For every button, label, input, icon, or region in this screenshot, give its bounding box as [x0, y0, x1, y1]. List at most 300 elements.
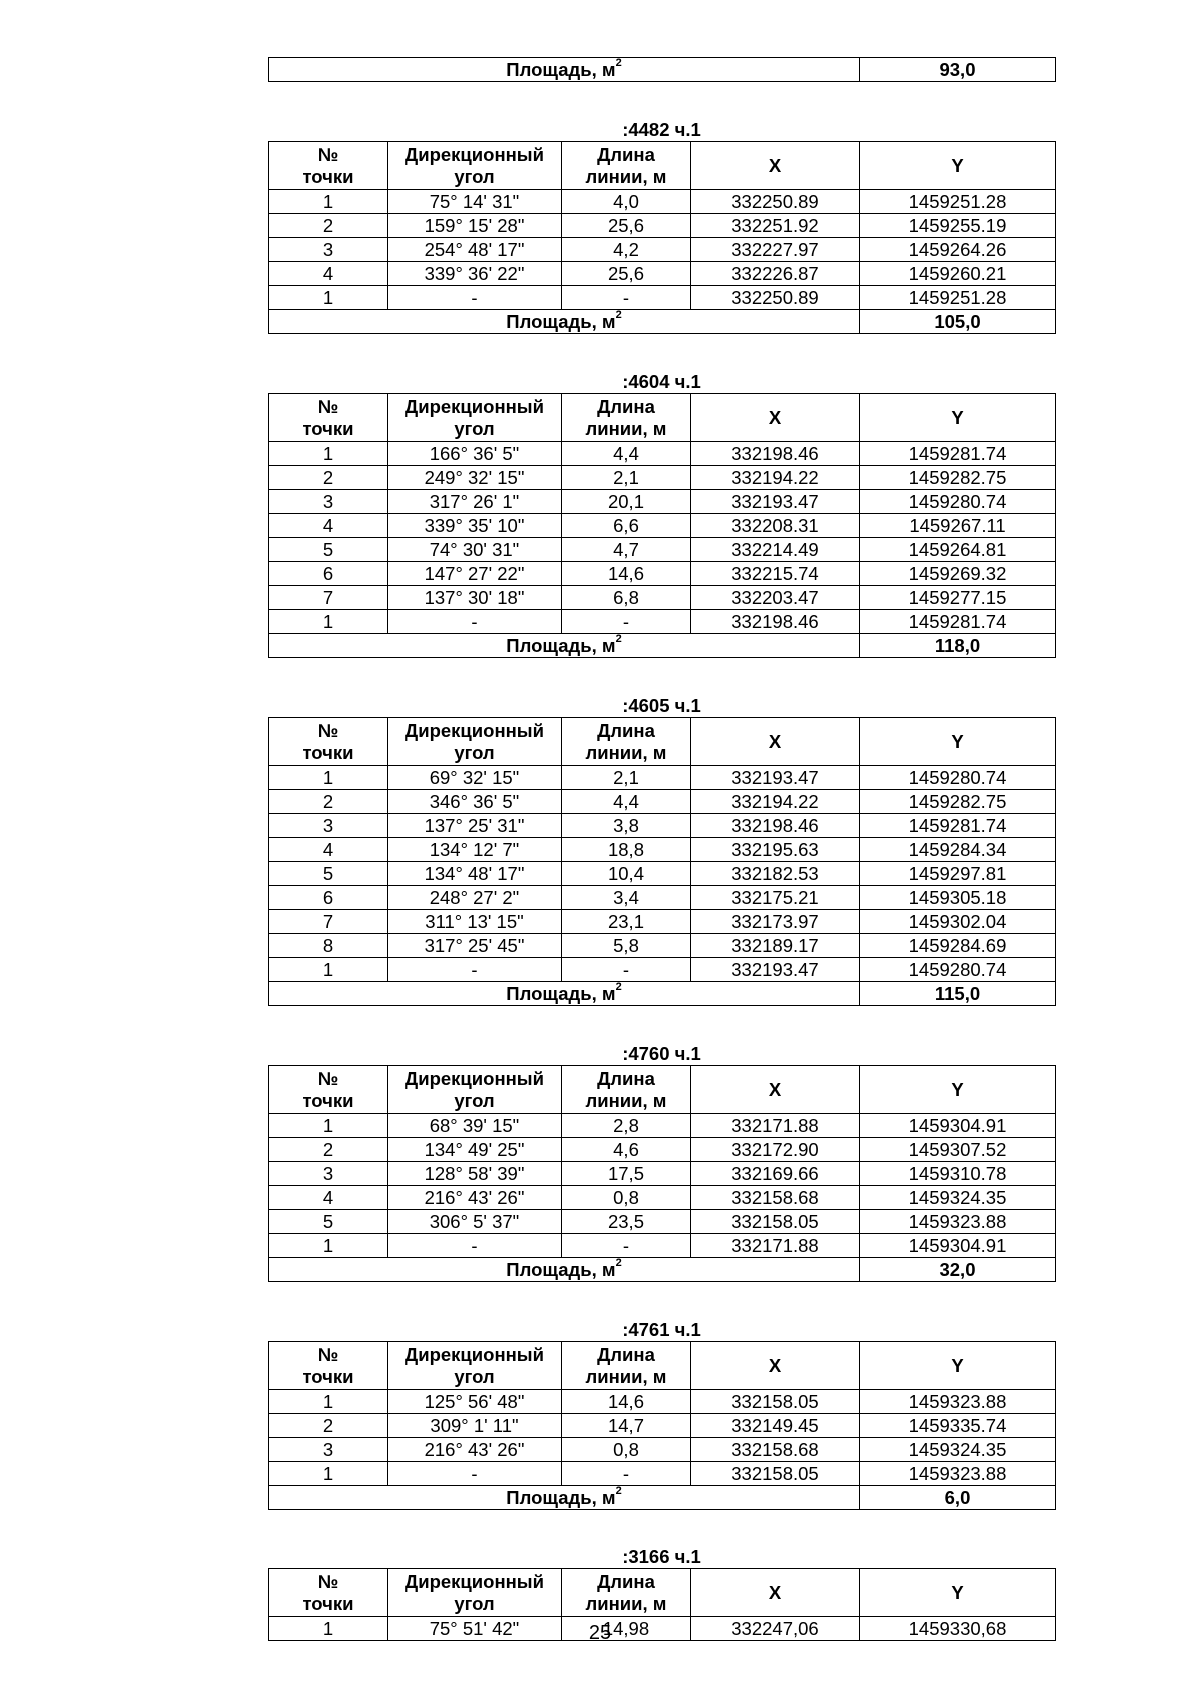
- coord-y: 1459324.35: [860, 1186, 1056, 1210]
- header-direction-angle: [388, 1066, 562, 1114]
- coord-x: 332169.66: [691, 1162, 860, 1186]
- header-direction-angle: [388, 142, 562, 190]
- header-line-length-text: Длина: [597, 1067, 655, 1089]
- coord-y: 1459280.74: [860, 490, 1056, 514]
- point-number: 7: [269, 910, 388, 934]
- direction-angle: 346° 36' 5": [388, 790, 562, 814]
- direction-angle: 74° 30' 31": [388, 538, 562, 562]
- header-line-length-text: Длина: [597, 395, 655, 417]
- header-direction-angle-text: Дирекционный: [405, 1343, 544, 1365]
- table-row: [269, 490, 1056, 514]
- block-spacer: [268, 1006, 1055, 1043]
- coord-y: 1459281.74: [860, 442, 1056, 466]
- header-direction-angle-text: угол: [454, 741, 495, 763]
- coord-y: 1459280.74: [860, 766, 1056, 790]
- table-row: [269, 1210, 1056, 1234]
- point-number: 1: [269, 1462, 388, 1486]
- direction-angle: 339° 36' 22": [388, 262, 562, 286]
- area-value: 93,0: [860, 58, 1056, 82]
- header-x-text: X: [768, 1354, 782, 1376]
- header-direction-angle: [388, 1569, 562, 1617]
- area-value: 118,0: [860, 634, 1056, 658]
- coord-x: 332195.63: [691, 838, 860, 862]
- coord-x: 332198.46: [691, 442, 860, 466]
- line-length: 2,1: [562, 766, 691, 790]
- area-label: Площадь, $м^2$: [269, 1258, 860, 1282]
- line-length: -: [562, 1462, 691, 1486]
- line-length: -: [562, 1234, 691, 1258]
- table-row: [269, 586, 1056, 610]
- coord-x: 332251.92: [691, 214, 860, 238]
- document-body: [268, 57, 1055, 1641]
- direction-angle: 166° 36' 5": [388, 442, 562, 466]
- point-number: 5: [269, 538, 388, 562]
- point-number: 3: [269, 490, 388, 514]
- direction-angle: 134° 49' 25": [388, 1138, 562, 1162]
- table-header-row: [269, 718, 1056, 766]
- coord-x: 332198.46: [691, 610, 860, 634]
- table-row: [269, 1114, 1056, 1138]
- point-number: 4: [269, 1186, 388, 1210]
- coordinates-table: [268, 141, 1056, 334]
- header-y-text: Y: [951, 154, 964, 176]
- direction-angle: 128° 58' 39": [388, 1162, 562, 1186]
- header-y: [860, 394, 1056, 442]
- header-line-length: [562, 718, 691, 766]
- line-length: 6,6: [562, 514, 691, 538]
- direction-angle: 125° 56' 48": [388, 1390, 562, 1414]
- coord-x: 332198.46: [691, 814, 860, 838]
- header-line-length: [562, 1569, 691, 1617]
- direction-angle: 147° 27' 22": [388, 562, 562, 586]
- table-row: [269, 1438, 1056, 1462]
- coord-x: 332158.68: [691, 1186, 860, 1210]
- point-number: 1: [269, 766, 388, 790]
- header-line-length-text: Длина: [597, 1343, 655, 1365]
- direction-angle: -: [388, 958, 562, 982]
- header-direction-angle: [388, 718, 562, 766]
- parcel-title: :4482 ч.1: [622, 119, 701, 140]
- line-length: 4,7: [562, 538, 691, 562]
- point-number: 1: [269, 190, 388, 214]
- header-point-number-text: №: [317, 719, 339, 741]
- parcel-title: :4605 ч.1: [622, 695, 701, 716]
- coord-y: 1459305.18: [860, 886, 1056, 910]
- line-length: -: [562, 610, 691, 634]
- line-length: 4,4: [562, 442, 691, 466]
- coord-y: 1459304.91: [860, 1234, 1056, 1258]
- direction-angle: 68° 39' 15": [388, 1114, 562, 1138]
- area-row: [269, 1258, 1056, 1282]
- header-point-number: [269, 1342, 388, 1390]
- coord-y: 1459280.74: [860, 958, 1056, 982]
- point-number: 3: [269, 1162, 388, 1186]
- direction-angle: -: [388, 286, 562, 310]
- header-line-length-text: линии, м: [585, 417, 667, 439]
- coord-y: 1459324.35: [860, 1438, 1056, 1462]
- line-length: 14,6: [562, 1390, 691, 1414]
- line-length: 25,6: [562, 214, 691, 238]
- line-length: 20,1: [562, 490, 691, 514]
- direction-angle: 317° 25' 45": [388, 934, 562, 958]
- table-row: [269, 862, 1056, 886]
- point-number: 7: [269, 586, 388, 610]
- header-direction-angle-text: угол: [454, 1592, 495, 1614]
- coord-x: 332171.88: [691, 1114, 860, 1138]
- header-line-length: [562, 1342, 691, 1390]
- line-length: 0,8: [562, 1438, 691, 1462]
- direction-angle: 216° 43' 26": [388, 1438, 562, 1462]
- header-direction-angle: [388, 1342, 562, 1390]
- area-label: Площадь, $м^2$: [269, 634, 860, 658]
- direction-angle: 134° 12' 7": [388, 838, 562, 862]
- area-label: Площадь, $м^2$: [269, 58, 860, 82]
- table-row: [269, 1414, 1056, 1438]
- coord-x: 332158.05: [691, 1390, 860, 1414]
- coord-x: 332247,06: [691, 1617, 860, 1641]
- direction-angle: 137° 30' 18": [388, 586, 562, 610]
- header-point-number: [269, 1569, 388, 1617]
- coord-y: 1459282.75: [860, 790, 1056, 814]
- header-line-length: [562, 1066, 691, 1114]
- point-number: 5: [269, 862, 388, 886]
- line-length: 3,8: [562, 814, 691, 838]
- coord-y: 1459267.11: [860, 514, 1056, 538]
- coord-x: 332193.47: [691, 958, 860, 982]
- line-length: 23,1: [562, 910, 691, 934]
- header-direction-angle-text: Дирекционный: [405, 395, 544, 417]
- header-direction-angle-text: угол: [454, 1365, 495, 1387]
- point-number: 4: [269, 838, 388, 862]
- coord-x: 332215.74: [691, 562, 860, 586]
- line-length: 23,5: [562, 1210, 691, 1234]
- coord-x: 332149.45: [691, 1414, 860, 1438]
- line-length: 25,6: [562, 262, 691, 286]
- header-point-number-text: №: [317, 1067, 339, 1089]
- header-y: [860, 1066, 1056, 1114]
- line-length: 4,2: [562, 238, 691, 262]
- header-direction-angle-text: Дирекционный: [405, 143, 544, 165]
- point-number: 1: [269, 610, 388, 634]
- coord-y: 1459284.34: [860, 838, 1056, 862]
- parcel-title: :4604 ч.1: [622, 371, 701, 392]
- header-y-text: Y: [951, 406, 964, 428]
- coord-x: 332171.88: [691, 1234, 860, 1258]
- line-length: 2,8: [562, 1114, 691, 1138]
- table-row: [269, 958, 1056, 982]
- block-spacer: [268, 82, 1055, 119]
- direction-angle: 75° 14' 31": [388, 190, 562, 214]
- table-row: [269, 262, 1056, 286]
- coord-y: 1459297.81: [860, 862, 1056, 886]
- header-x: [691, 718, 860, 766]
- area-value: 105,0: [860, 310, 1056, 334]
- coord-x: 332189.17: [691, 934, 860, 958]
- coord-y: 1459255.19: [860, 214, 1056, 238]
- direction-angle: 309° 1' 11": [388, 1414, 562, 1438]
- coord-x: 332158.05: [691, 1210, 860, 1234]
- block-spacer: [268, 334, 1055, 371]
- coord-y: 1459330,68: [860, 1617, 1056, 1641]
- coordinates-table: [268, 1065, 1056, 1282]
- coord-y: 1459264.26: [860, 238, 1056, 262]
- coord-y: 1459307.52: [860, 1138, 1056, 1162]
- direction-angle: 159° 15' 28": [388, 214, 562, 238]
- coord-x: 332203.47: [691, 586, 860, 610]
- table-row: [269, 190, 1056, 214]
- header-point-number-text: №: [317, 1343, 339, 1365]
- coord-x: 332193.47: [691, 766, 860, 790]
- line-length: 10,4: [562, 862, 691, 886]
- parcel-title: :4760 ч.1: [622, 1043, 701, 1064]
- direction-angle: 216° 43' 26": [388, 1186, 562, 1210]
- area-row: [269, 634, 1056, 658]
- coord-y: 1459281.74: [860, 610, 1056, 634]
- area-row: [269, 58, 1056, 82]
- header-point-number-text: точки: [302, 417, 354, 439]
- point-number: 8: [269, 934, 388, 958]
- top-area-table: [268, 57, 1056, 82]
- header-line-length-text: линии, м: [585, 741, 667, 763]
- coord-x: 332173.97: [691, 910, 860, 934]
- point-number: 3: [269, 814, 388, 838]
- direction-angle: 311° 13' 15": [388, 910, 562, 934]
- line-length: 4,6: [562, 1138, 691, 1162]
- header-point-number-text: точки: [302, 165, 354, 187]
- header-y: [860, 142, 1056, 190]
- block-spacer: [268, 658, 1055, 695]
- point-number: 1: [269, 1390, 388, 1414]
- coord-x: 332158.68: [691, 1438, 860, 1462]
- coord-y: 1459277.15: [860, 586, 1056, 610]
- line-length: 17,5: [562, 1162, 691, 1186]
- header-point-number: [269, 1066, 388, 1114]
- header-x-text: X: [768, 1078, 782, 1100]
- table-row: [269, 562, 1056, 586]
- point-number: 1: [269, 958, 388, 982]
- area-value: 6,0: [860, 1486, 1056, 1510]
- header-y: [860, 1569, 1056, 1617]
- point-number: 1: [269, 1114, 388, 1138]
- coord-y: 1459282.75: [860, 466, 1056, 490]
- coord-x: 332172.90: [691, 1138, 860, 1162]
- point-number: 1: [269, 1617, 388, 1641]
- area-label: Площадь, $м^2$: [269, 310, 860, 334]
- point-number: 6: [269, 562, 388, 586]
- direction-angle: 134° 48' 17": [388, 862, 562, 886]
- header-x: [691, 142, 860, 190]
- direction-angle: 69° 32' 15": [388, 766, 562, 790]
- coord-y: 1459269.32: [860, 562, 1056, 586]
- coord-y: 1459304.91: [860, 1114, 1056, 1138]
- table-header-row: [269, 1569, 1056, 1617]
- header-point-number-text: №: [317, 1570, 339, 1592]
- parcel-blocks: [268, 82, 1055, 1641]
- coord-x: 332226.87: [691, 262, 860, 286]
- table-row: [269, 790, 1056, 814]
- point-number: 1: [269, 442, 388, 466]
- line-length: -: [562, 958, 691, 982]
- header-x-text: X: [768, 1581, 782, 1603]
- header-y-text: Y: [951, 1581, 964, 1603]
- coord-y: 1459264.81: [860, 538, 1056, 562]
- table-row: [269, 886, 1056, 910]
- header-point-number-text: точки: [302, 1592, 354, 1614]
- coord-y: 1459323.88: [860, 1390, 1056, 1414]
- area-value: 115,0: [860, 982, 1056, 1006]
- direction-angle: -: [388, 610, 562, 634]
- line-length: 2,1: [562, 466, 691, 490]
- header-line-length-text: линии, м: [585, 165, 667, 187]
- header-line-length-text: линии, м: [585, 1592, 667, 1614]
- line-length: 18,8: [562, 838, 691, 862]
- direction-angle: 254° 48' 17": [388, 238, 562, 262]
- table-header-row: [269, 394, 1056, 442]
- coord-y: 1459310.78: [860, 1162, 1056, 1186]
- coord-x: 332193.47: [691, 490, 860, 514]
- area-row: [269, 310, 1056, 334]
- coord-y: 1459323.88: [860, 1462, 1056, 1486]
- line-length: 14,6: [562, 562, 691, 586]
- point-number: 5: [269, 1210, 388, 1234]
- point-number: 2: [269, 214, 388, 238]
- header-point-number-text: №: [317, 395, 339, 417]
- coord-y: 1459284.69: [860, 934, 1056, 958]
- header-y: [860, 718, 1056, 766]
- header-direction-angle-text: угол: [454, 1089, 495, 1111]
- direction-angle: 137° 25' 31": [388, 814, 562, 838]
- coord-y: 1459335.74: [860, 1414, 1056, 1438]
- coord-x: 332182.53: [691, 862, 860, 886]
- header-point-number-text: точки: [302, 741, 354, 763]
- header-x: [691, 394, 860, 442]
- header-y-text: Y: [951, 1354, 964, 1376]
- table-row: [269, 910, 1056, 934]
- point-number: 2: [269, 1414, 388, 1438]
- table-row: [269, 514, 1056, 538]
- coord-x: 332194.22: [691, 466, 860, 490]
- header-y-text: Y: [951, 1078, 964, 1100]
- header-line-length: [562, 394, 691, 442]
- line-length: -: [562, 286, 691, 310]
- header-line-length-text: Длина: [597, 143, 655, 165]
- table-header-row: [269, 1066, 1056, 1114]
- point-number: 4: [269, 262, 388, 286]
- direction-angle: 306° 5' 37": [388, 1210, 562, 1234]
- header-line-length-text: Длина: [597, 1570, 655, 1592]
- point-number: 1: [269, 1234, 388, 1258]
- header-direction-angle-text: Дирекционный: [405, 719, 544, 741]
- area-row: [269, 1486, 1056, 1510]
- coord-x: 332158.05: [691, 1462, 860, 1486]
- header-direction-angle-text: угол: [454, 165, 495, 187]
- area-label: Площадь, $м^2$: [269, 1486, 860, 1510]
- header-line-length-text: линии, м: [585, 1365, 667, 1387]
- line-length: 5,8: [562, 934, 691, 958]
- line-length: 14,98: [562, 1617, 691, 1641]
- coord-x: 332227.97: [691, 238, 860, 262]
- coord-y: 1459323.88: [860, 1210, 1056, 1234]
- direction-angle: 339° 35' 10": [388, 514, 562, 538]
- direction-angle: -: [388, 1234, 562, 1258]
- direction-angle: 75° 51' 42": [388, 1617, 562, 1641]
- header-x-text: X: [768, 154, 782, 176]
- header-direction-angle-text: Дирекционный: [405, 1067, 544, 1089]
- header-y-text: Y: [951, 730, 964, 752]
- line-length: 4,0: [562, 190, 691, 214]
- header-x: [691, 1569, 860, 1617]
- coord-x: 332250.89: [691, 286, 860, 310]
- header-direction-angle-text: угол: [454, 417, 495, 439]
- line-length: 6,8: [562, 586, 691, 610]
- area-value: 32,0: [860, 1258, 1056, 1282]
- header-line-length-text: Длина: [597, 719, 655, 741]
- coord-y: 1459260.21: [860, 262, 1056, 286]
- coord-y: 1459281.74: [860, 814, 1056, 838]
- table-header-row: [269, 1342, 1056, 1390]
- header-direction-angle-text: Дирекционный: [405, 1570, 544, 1592]
- header-x-text: X: [768, 730, 782, 752]
- header-point-number: [269, 718, 388, 766]
- parcel-title: :3166 ч.1: [622, 1546, 701, 1567]
- point-number: 6: [269, 886, 388, 910]
- table-row: [269, 610, 1056, 634]
- header-point-number-text: точки: [302, 1089, 354, 1111]
- table-row: [269, 1138, 1056, 1162]
- header-x: [691, 1066, 860, 1114]
- table-row: [269, 214, 1056, 238]
- header-line-length: [562, 142, 691, 190]
- coord-x: 332175.21: [691, 886, 860, 910]
- header-point-number: [269, 394, 388, 442]
- header-point-number: [269, 142, 388, 190]
- table-row: [269, 1162, 1056, 1186]
- coord-y: 1459251.28: [860, 190, 1056, 214]
- coord-y: 1459251.28: [860, 286, 1056, 310]
- point-number: 4: [269, 514, 388, 538]
- coordinates-table: [268, 393, 1056, 658]
- direction-angle: 317° 26' 1": [388, 490, 562, 514]
- table-row: [269, 538, 1056, 562]
- table-row: [269, 442, 1056, 466]
- line-length: 4,4: [562, 790, 691, 814]
- point-number: 2: [269, 1138, 388, 1162]
- area-row: [269, 982, 1056, 1006]
- coord-x: 332194.22: [691, 790, 860, 814]
- coordinates-table: [268, 1341, 1056, 1510]
- table-row: [269, 838, 1056, 862]
- table-row: [269, 814, 1056, 838]
- direction-angle: 249° 32' 15": [388, 466, 562, 490]
- table-row: [269, 286, 1056, 310]
- table-row: [269, 1462, 1056, 1486]
- point-number: 2: [269, 466, 388, 490]
- table-row: [269, 466, 1056, 490]
- point-number: 3: [269, 238, 388, 262]
- coordinates-table: [268, 717, 1056, 1006]
- header-point-number-text: точки: [302, 1365, 354, 1387]
- header-x: [691, 1342, 860, 1390]
- block-spacer: [268, 1282, 1055, 1319]
- header-direction-angle: [388, 394, 562, 442]
- table-header-row: [269, 142, 1056, 190]
- line-length: 14,7: [562, 1414, 691, 1438]
- direction-angle: 248° 27' 2": [388, 886, 562, 910]
- block-spacer: [268, 1510, 1055, 1546]
- direction-angle: -: [388, 1462, 562, 1486]
- point-number: 2: [269, 790, 388, 814]
- table-row: [269, 766, 1056, 790]
